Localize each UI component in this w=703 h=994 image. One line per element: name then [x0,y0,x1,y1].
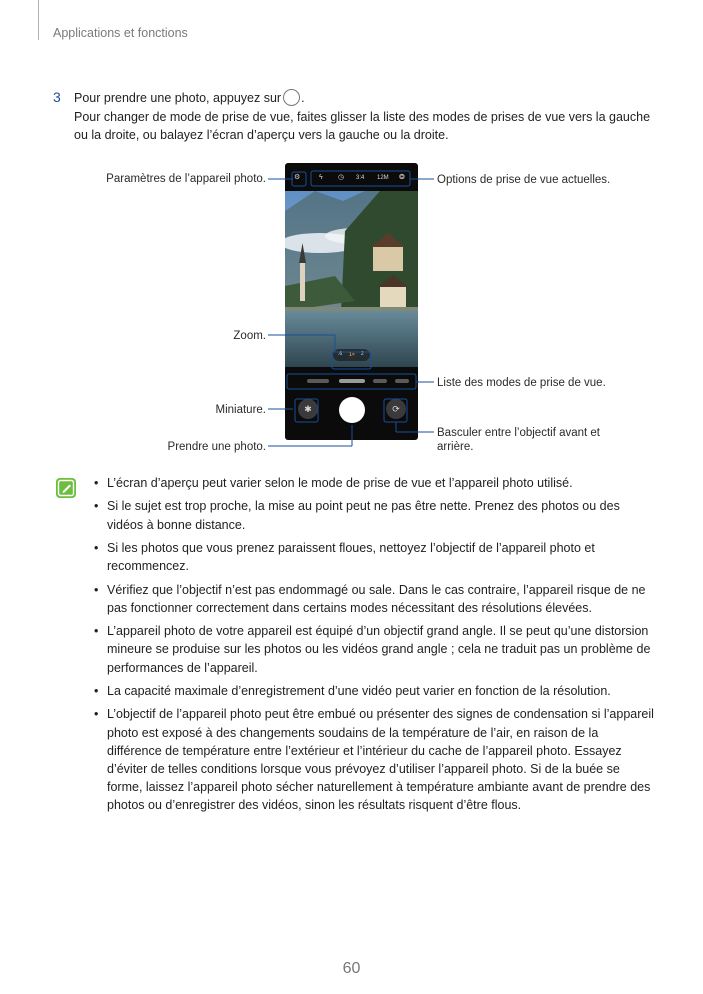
note-item: • La capacité maximale d’enregistrement d’une vidéo peut varier en fonction de la résolution. [94,682,656,700]
step-instruction-text: Pour prendre une photo, appuyez sur [74,91,282,105]
gear-icon: ⚙ [294,174,301,181]
zoom-option[interactable]: 2 [361,351,364,357]
step-instruction-end: . [301,91,305,105]
flash-icon: ϟ [319,174,323,181]
page-number: 60 [342,960,361,977]
section-header: Applications et fonctions [53,26,188,40]
step-number: 3 [53,89,61,105]
note-item: • Si les photos que vous prenez paraissent floues, nettoyez l’objectif de l’appareil photo et recommencez. [94,539,656,575]
filter-icon: ❂ [399,174,405,181]
note-item: • L’objectif de l’appareil photo peut être embué ou présenter des signes de condensation si l’appareil photo est exposé à des changements soudains de la température de l’air, en raison de la différence de température entre l’extérieur et l’intérieur du cache de l’appareil photo. Essayez d’éviter de telles conditions lorsque vous prévoyez d’utiliser l’appareil photo. Si de la buée se forme, laissez l’appareil photo sécher naturellement à température ambiante avant de prendre des photos ou d’enregistrer des vidéos, sinon les résultats risquent d’être flous. [94,705,656,814]
step-paragraph: Pour changer de mode de prise de vue, faites glisser la liste des modes de prises de vue vers la gauche ou la droite, ou balayez l’écran d’aperçu vers la gauche ou la droite. [74,110,651,142]
note-item: • Vérifiez que l’objectif n’est pas endommagé ou sale. Dans le cas contraire, l’appareil risque de ne pas fonctionner correctement dans certains modes nécessitant des résolutions élevées. [94,581,656,617]
sparkle-icon: ✱ [304,404,312,414]
note-item: • L’écran d’aperçu peut varier selon le mode de prise de vue et l’appareil photo utilisé. [94,474,656,492]
aspect-ratio-label: 3:4 [356,175,365,181]
callout-take-photo: Prendre une photo. [167,441,266,453]
resolution-label: 12M [377,175,389,181]
callout-camera-settings: Paramètres de l’appareil photo. [106,173,266,185]
callout-mode-list: Liste des modes de prise de vue. [437,377,606,389]
note-list [94,474,656,820]
callout-zoom: Zoom. [233,330,266,342]
callout-switch-lens: Basculer entre l’objectif avant et arrière. [437,427,601,453]
zoom-option-active[interactable]: 1× [347,350,357,360]
camera-switch-icon: ⟳ [392,404,400,414]
note-item: • Si le sujet est trop proche, la mise au point peut ne pas être nette. Prenez des photos ou des vidéos à bonne distance. [94,497,656,533]
callout-thumbnail: Miniature. [215,404,266,416]
zoom-option[interactable]: .6 [338,351,343,357]
note-item: • L’appareil photo de votre appareil est équipé d’un objectif grand angle. Il se peut qu’une distorsion mineure se produise sur les photos ou les vidéos grand angle ; cela ne traduit pas un problème de performances de l’appareil. [94,622,656,677]
callout-current-options: Options de prise de vue actuelles. [437,174,611,186]
note-pencil-icon [56,478,76,498]
timer-icon: ◷ [338,174,345,181]
